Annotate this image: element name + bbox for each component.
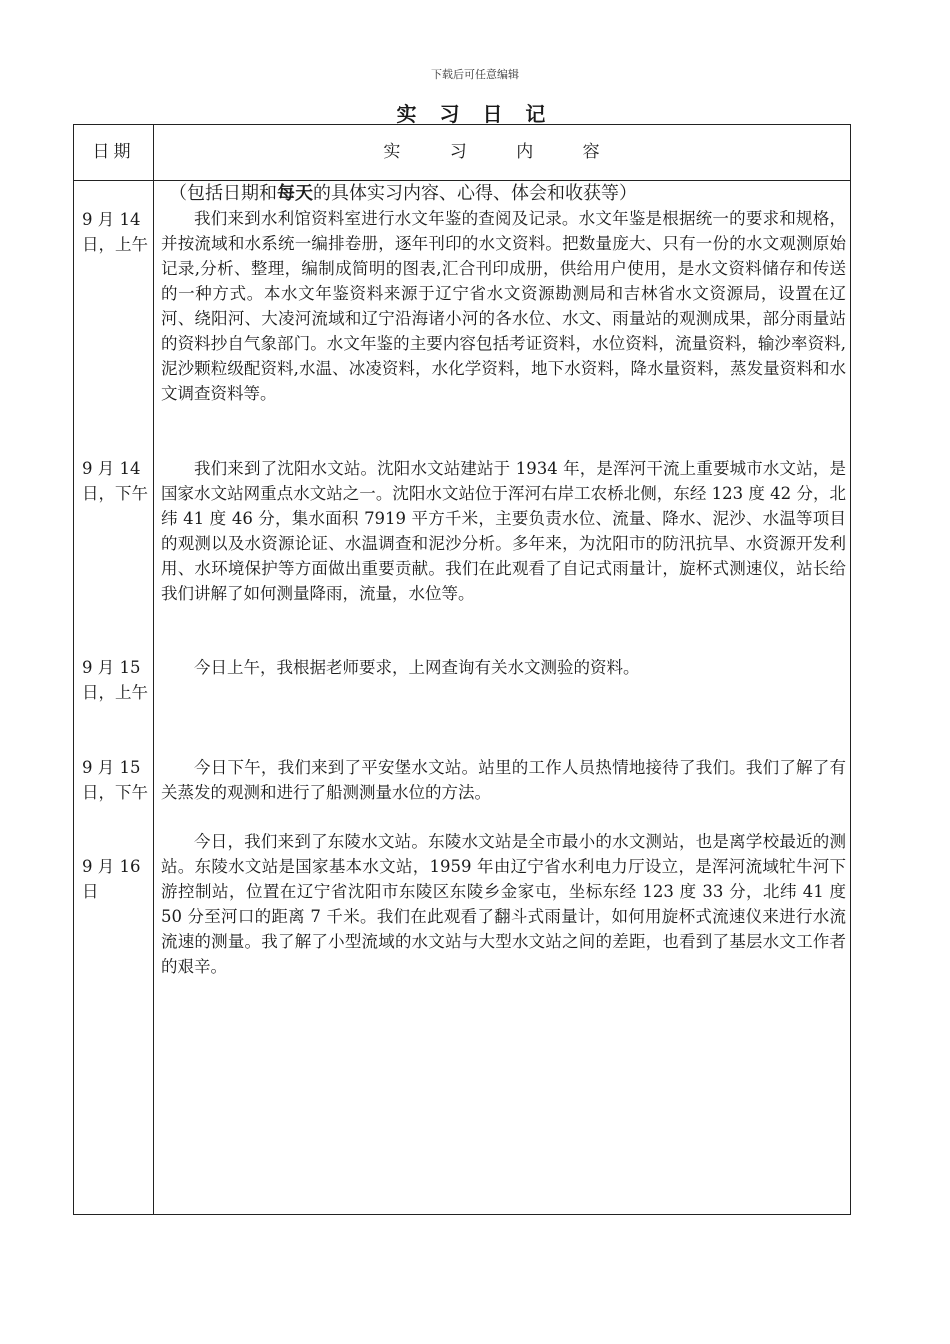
column-divider [153,125,154,1214]
header-note: 下载后可任意编辑 [431,68,519,81]
entry-date: 9 月 15 日，上午 [82,658,148,702]
entry-content [161,829,846,979]
entry-date: 9 月 16 日 [82,857,141,901]
entry-paragraph: 我们来到了沈阳水文站。沈阳水文站建站于 1934 年，是浑河干流上重要城市水文站，是国家水文站网重点水文站之一。沈阳水文站位于浑河右岸工农桥北侧，东经 123 度 42 分，北纬 41 度 46 分，集水面积 7919 平方千米，主要负责水位、流量、降水、泥沙、水温等项目的观测以及水资源论证、水温调查和泥沙分析。多年来，为沈阳市的防汛抗旱、水资源开发利用、水环境保护等方面做出重要贡献。我们在此观看了自记式雨量计，旋杯式测速仪，站长给我们讲解了如何测量降雨，流量，水位等。 [161,459,846,603]
page-title: 实 习 日 记 [396,102,554,126]
entry-paragraph: 我们来到水利馆资料室进行水文年鉴的查阅及记录。水文年鉴是根据统一的要求和规格，并按流域和水系统一编排卷册，逐年刊印的水文资料。把数量庞大、只有一份的水文观测原始记录,分析、整理，编制成简明的图表,汇合刊印成册，供给用户使用，是水文资料储存和传送的一种方式。本水文年鉴资料来源于辽宁省水文资源勘测局和吉林省水文资源局，设置在辽河、绕阳河、大凌河流域和辽宁沿海诸小河的各水位、水文、雨量站的观测成果，部分雨量站的资料抄自气象部门。水文年鉴的主要内容包括考证资料，水位资料，流量资料，输沙率资料,泥沙颗粒级配资料,水温、冰凌资料，水化学资料，地下水资料，降水量资料，蒸发量资料和水文调查资料等。 [161,209,846,403]
entry-paragraph: 今日，我们来到了东陵水文站。东陵水文站是全市最小的水文测站，也是离学校最近的测站。东陵水文站是国家基本水文站，1959 年由辽宁省水利电力厅设立，是浑河流域牤牛河下游控制站，位置在辽宁省沈阳市东陵区东陵乡金家屯，坐标东经 123 度 33 分，北纬 41 度 50 分至河口的距离 7 千米。我们在此观看了翻斗式雨量计，如何用旋杯式流速仪来进行水流流速的测量。我了解了小型流域的水文站与大型水文站之间的差距，也看到了基层水文工作者的艰辛。 [161,832,846,976]
emphasis-text: 每天 [277,183,313,204]
date-column-header: 日期 [92,142,135,162]
entry-content [161,456,846,606]
header-row-divider [74,180,850,181]
entry-date: 9 月 15 日，下午 [82,758,148,802]
entry-paragraph: 今日上午，我根据老师要求，上网查询有关水文测验的资料。 [194,658,640,677]
instruction-text: （包括日期和每天的具体实习内容、心得、体会和收获等） [169,183,637,204]
entry-date: 9 月 14 日，上午 [82,210,148,254]
entry-date: 9 月 14 日，下午 [82,459,148,503]
entry-content [161,206,846,406]
entry-paragraph: 今日下午，我们来到了平安堡水文站。站里的工作人员热情地接待了我们。我们了解了有关蒸发的观测和进行了船测测量水位的方法。 [161,758,846,802]
diary-table [73,124,851,1215]
entry-content [161,655,846,680]
content-column-header: 实 习 内 容 [383,142,622,162]
entry-content [161,755,846,805]
